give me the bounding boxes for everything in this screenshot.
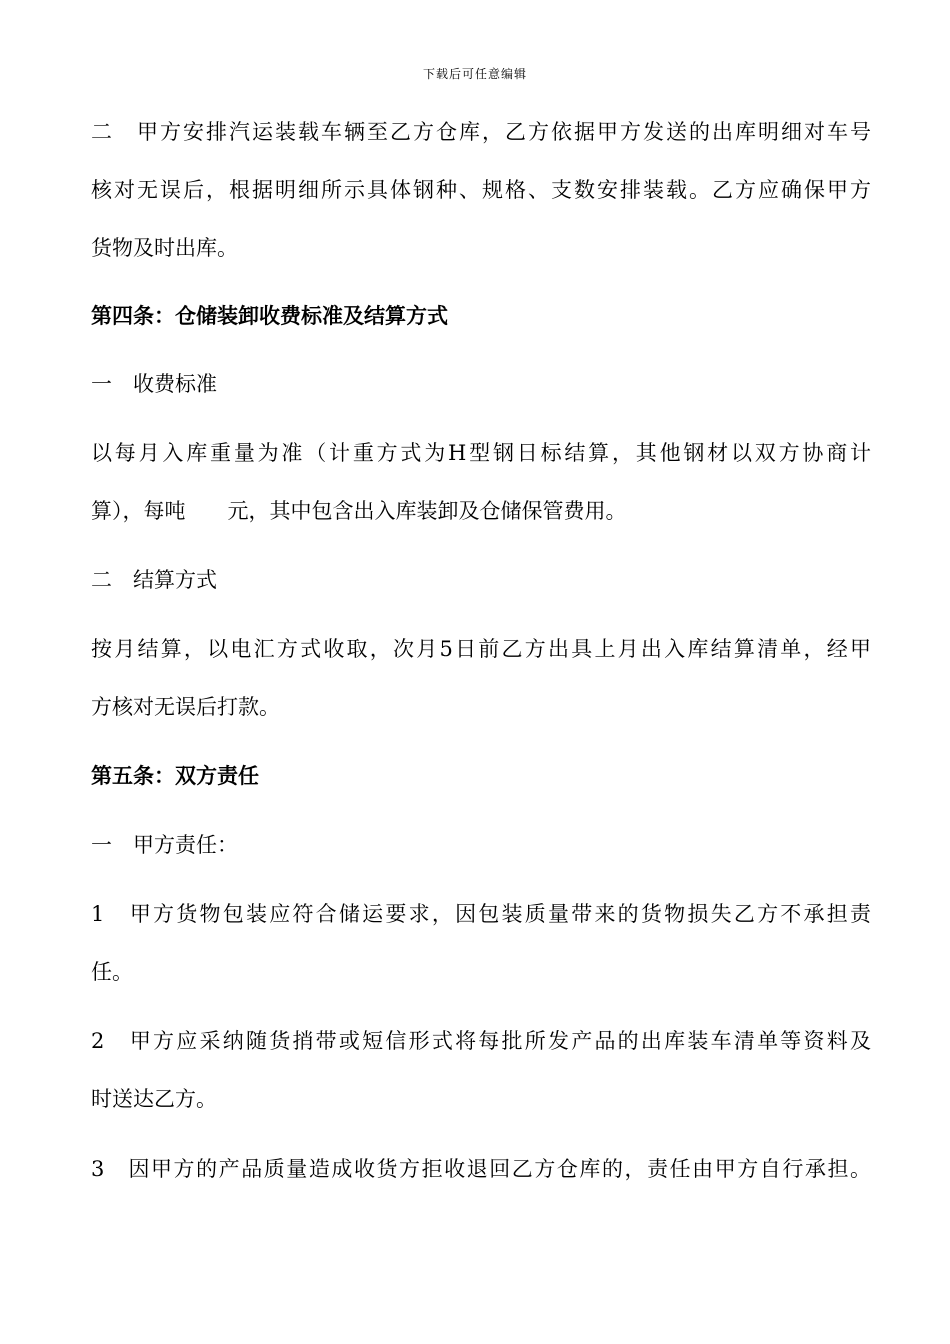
paragraph-line: 算），每吨 元，其中包含出入库装卸及仓储保管费用。 [91,499,627,523]
list-item-line: 1 甲方货物包装应符合储运要求，因包装质量带来的货物损失乙方不承担责 [91,902,871,926]
list-item-line: 时送达乙方。 [91,1087,217,1111]
page-header-note: 下载后可任意编辑 [422,67,527,81]
list-item-line: 任。 [91,960,133,984]
paragraph-line: 按月结算，以电汇方式收取，次月5日前乙方出具上月出入库结算清单，经甲 [91,637,871,661]
section-heading: 二 结算方式 [91,568,217,592]
section-heading: 一 甲方责任： [91,833,238,857]
paragraph-line: 核对无误后，根据明细所示具体钢种、规格、支数安排装载。乙方应确保甲方 [91,178,871,202]
section-heading: 一 收费标准 [91,372,217,396]
paragraph-line: 货物及时出库。 [91,236,238,260]
paragraph-line: 二 甲方安排汽运装载车辆至乙方仓库，乙方依据甲方发送的出库明细对车号 [91,120,871,144]
paragraph-line: 以每月入库重量为准（计重方式为H型钢日标结算，其他钢材以双方协商计 [91,441,871,465]
list-item-line: 2 甲方应采纳随货捎带或短信形式将每批所发产品的出库装车清单等资料及 [91,1029,871,1053]
article-heading: 第五条：双方责任 [91,763,259,788]
list-item-line: 3 因甲方的产品质量造成收货方拒收退回乙方仓库的，责任由甲方自行承担。 [91,1157,871,1181]
paragraph-line: 方核对无误后打款。 [91,695,280,719]
article-heading: 第四条：仓储装卸收费标准及结算方式 [91,303,448,328]
